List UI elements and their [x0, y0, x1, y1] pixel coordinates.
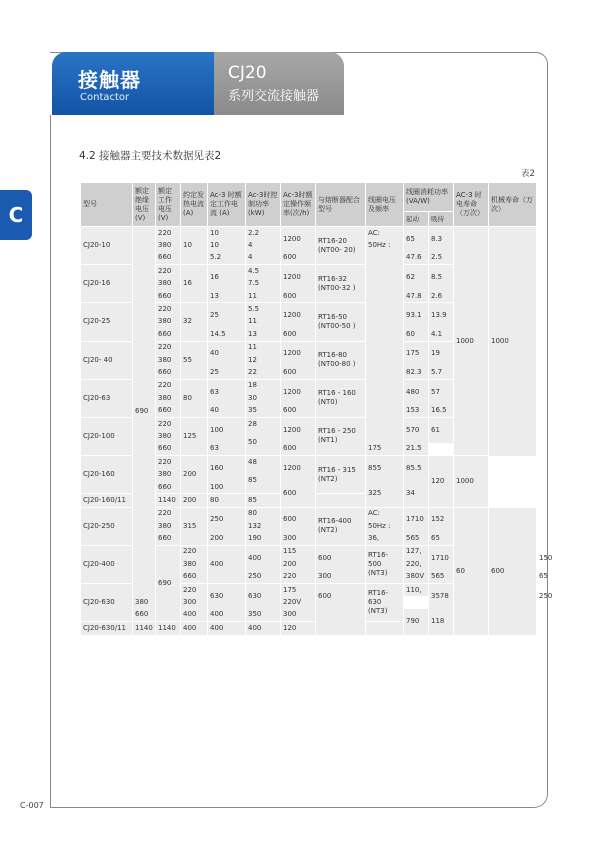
cell-power-hold: 57: [429, 379, 454, 404]
cell-coil: 220V: [281, 596, 316, 608]
cell-ue: 220: [156, 341, 181, 354]
cell-freq: 1200: [281, 456, 316, 481]
cell-kw: 400: [246, 622, 281, 635]
cell-kw: 18: [246, 379, 281, 392]
cell-kw: 200: [281, 558, 316, 570]
th-thermal-current: 约定发热电流 (A): [181, 183, 208, 227]
cell-ith: 400: [181, 622, 208, 635]
cell-freq: 600: [281, 290, 316, 303]
cell-kw: 85: [246, 468, 281, 493]
cell-ue: 220: [156, 379, 181, 392]
cell-freq: 1200: [281, 227, 316, 252]
cell-power-start: 480: [404, 379, 429, 404]
cell-ie: 40: [208, 341, 246, 366]
th-ac3-power: Ac-3时控制功率 (kW): [246, 183, 281, 227]
cell-ith: 80: [181, 379, 208, 417]
cell-fuse: RT16 - 160 (NT0): [316, 379, 366, 417]
table-row: CJ20-630 220 630 630 175 600 RT16-630 (NT3) 110, 3578 250: [81, 583, 537, 596]
cell-ith: 10: [181, 227, 208, 265]
cell-ue: 660: [181, 571, 208, 584]
cell-power-start: 153: [404, 404, 429, 417]
cell-ue: 660: [156, 481, 181, 494]
cell-ui: 1140: [133, 622, 156, 635]
cell-ue: 220: [156, 303, 181, 316]
cell-coil: AC:: [366, 227, 404, 240]
cell-ue: 380: [133, 596, 156, 608]
cell-kw: 48: [246, 456, 281, 469]
cell-fuse: RT16-80 (NT00-80 ): [316, 341, 366, 379]
cell-coil: 50Hz :: [366, 239, 404, 251]
cell-power-start: 62: [404, 265, 429, 290]
cell-model: CJ20-250: [81, 507, 133, 545]
cell-power-start: 82.3: [404, 366, 429, 379]
cell-coil: 127,: [404, 545, 429, 558]
cell-power-hold: 118: [429, 609, 454, 635]
cell-electrical-life: 1000: [454, 227, 489, 456]
cell-ie: 14.5: [208, 328, 246, 341]
cell-coil: 36,: [366, 532, 404, 545]
header-model: CJ20: [228, 63, 267, 83]
cell-electrical-life: 120: [429, 456, 454, 508]
cell-ue: 380: [156, 354, 181, 366]
cell-freq: 1200: [281, 417, 316, 442]
cell-ie: 400: [246, 545, 281, 570]
cell-ie: 400: [208, 609, 246, 622]
cell-ith: 400: [181, 609, 208, 622]
cell-freq: 1200: [281, 341, 316, 366]
cell-ue: 220: [181, 545, 208, 558]
cell-ue: 660: [133, 609, 156, 622]
cell-power-hold: 8.3: [429, 227, 454, 252]
cell-freq: 1200: [281, 303, 316, 328]
cell-kw: 28: [246, 417, 281, 430]
cell-ie: 100: [208, 417, 246, 442]
cell-freq: 600: [281, 252, 316, 265]
page-number: C-007: [20, 801, 44, 810]
cell-ue: 220: [156, 227, 181, 240]
cell-fuse: RT16-400 (NT2): [316, 507, 366, 545]
cell-fuse-empty: [316, 494, 366, 507]
cell-coil: 110,: [404, 583, 429, 596]
th-rated-insulation-voltage: 额定绝缘电压 (V): [133, 183, 156, 227]
cell-ue: 660: [156, 404, 181, 417]
cell-power-hold: 16.5: [429, 404, 454, 417]
cell-ith: 32: [181, 303, 208, 341]
cell-fuse: RT16-500 (NT3): [366, 545, 404, 583]
cell-power-hold: 61: [429, 417, 454, 442]
cell-kw: 4.5: [246, 265, 281, 278]
cell-power-hold: 4.1: [429, 328, 454, 341]
cell-power-start: 855: [366, 456, 404, 481]
th-fuse-type: 与熔断器配合型号: [316, 183, 366, 227]
cell-freq: 1200: [281, 379, 316, 404]
cell-ue: 380: [156, 392, 181, 404]
cell-kw: 175: [281, 583, 316, 596]
cell-power-start: 1710: [429, 545, 454, 570]
header-subtitle: 系列交流接触器: [228, 89, 320, 104]
table-row: [81, 227, 537, 240]
cell-freq: 600: [281, 366, 316, 379]
cell-kw: 12: [246, 354, 281, 366]
cell-ue: 220: [156, 507, 181, 520]
cell-kw: 80: [246, 507, 281, 520]
cell-model: CJ20-630: [81, 583, 133, 621]
cell-power-hold: 8.5: [429, 265, 454, 290]
cell-freq: 600: [281, 481, 316, 507]
cell-power-start: 175: [404, 341, 429, 366]
cell-ie: 250: [208, 507, 246, 532]
cell-ue: 660: [156, 443, 181, 456]
side-section-tab: C: [0, 190, 32, 240]
cell-ie: 13: [208, 290, 246, 303]
cell-kw: 50: [246, 430, 281, 455]
cell-freq: 600: [281, 507, 316, 532]
cell-freq: 300: [281, 609, 316, 622]
cell-coil-spacer: [366, 252, 404, 443]
section-title: 4.2 接触器主要技术数据见表2: [79, 150, 222, 162]
cell-freq: 300: [316, 571, 366, 584]
th-power-hold: 吸持: [429, 212, 454, 227]
cell-ie: 63: [208, 443, 246, 456]
cell-model: CJ20-16: [81, 265, 133, 303]
cell-ith: 400: [208, 545, 246, 583]
cell-fuse: RT16-50 (NT00-50 ): [316, 303, 366, 341]
cell-ue: 220: [156, 417, 181, 430]
cell-ue: 1140: [156, 622, 181, 635]
cell-power-start: 60: [404, 328, 429, 341]
cell-ue: 220: [156, 265, 181, 278]
th-electrical-life: AC-3 时电寿命（万次）: [454, 183, 489, 227]
cell-freq: 1200: [281, 265, 316, 290]
cell-ie: 25: [208, 366, 246, 379]
cell-ie: 25: [208, 303, 246, 328]
th-ac3-frequency: Ac-3时额定操作频率(次/h): [281, 183, 316, 227]
th-coil-voltage: 线圈电压及频率: [366, 183, 404, 227]
cell-kw: 2.2: [246, 227, 281, 240]
cell-power-start: 47.8: [404, 290, 429, 303]
cell-power-hold: 13.9: [429, 303, 454, 328]
th-power-start: 起动: [404, 212, 429, 227]
cell-ie: 63: [208, 379, 246, 404]
cell-power-start: 325: [366, 481, 404, 507]
cell-kw: 132: [246, 520, 281, 532]
cell-kw: 5.5: [246, 303, 281, 316]
table-label: 表2: [521, 169, 535, 179]
cell-ie: 160: [208, 456, 246, 481]
cell-mechanical-life: 1000: [489, 227, 537, 456]
cell-ue: 380: [156, 468, 181, 480]
cell-ie: 5.2: [208, 252, 246, 265]
cell-ue: 380: [156, 316, 181, 328]
header-model-block: [214, 52, 344, 115]
cell-coil: 50Hz :: [366, 520, 404, 532]
cell-ith: 315: [181, 507, 208, 545]
cell-kw: 30: [246, 392, 281, 404]
cell-power-hold: 85.5: [404, 456, 429, 481]
cell-fuse: RT16-20 (NT00- 20): [316, 227, 366, 265]
cell-fuse-empty: [366, 622, 404, 635]
cell-power-hold: 65: [429, 532, 454, 545]
table-row: 660 250 220 300 380V 565 65: [81, 571, 537, 584]
cell-ie: 630: [246, 583, 281, 608]
cell-power-hold: 2.5: [429, 252, 454, 265]
cell-ue: 380: [156, 430, 181, 442]
cell-ue: 380: [156, 520, 181, 532]
cell-ui: 690: [156, 545, 181, 621]
cell-freq: 600: [281, 404, 316, 417]
cell-ith: 200: [181, 494, 208, 507]
cell-model: CJ20-160/11: [81, 494, 133, 507]
cell-power-hold: 19: [429, 341, 454, 366]
cell-ue: 660: [156, 532, 181, 545]
cell-freq: 300: [281, 532, 316, 545]
cell-ith: 630: [208, 583, 246, 608]
cell-ie: 200: [208, 532, 246, 545]
cell-power-start: 565: [429, 571, 454, 584]
cell-fuse: RT16-630 (NT3): [366, 583, 404, 621]
cell-fuse: RT16-32 (NT00-32 ): [316, 265, 366, 303]
cell-kw: 115: [281, 545, 316, 558]
header-title-en: Contactor: [80, 92, 130, 103]
cell-model: CJ20-630/11: [81, 622, 133, 635]
cell-ue: 1140: [156, 494, 181, 507]
th-mechanical-life: 机械寿命（万次）: [489, 183, 537, 227]
table-row: CJ20-400 690 220 400 400 115 600 RT16-500 (NT3) 127, 1710 150: [81, 545, 537, 558]
spec-table: [80, 182, 553, 635]
cell-ue: 660: [156, 252, 181, 265]
cell-model: CJ20-100: [81, 417, 133, 455]
cell-kw: 4: [246, 252, 281, 265]
th-model: 型号: [81, 183, 133, 227]
cell-electrical-life: 60: [454, 507, 489, 634]
cell-model: CJ20- 40: [81, 341, 133, 379]
cell-mechanical-life: 1000: [454, 456, 489, 508]
cell-ue: 660: [156, 328, 181, 341]
cell-power-hold: 152: [429, 507, 454, 532]
cell-power-start: 790: [404, 609, 429, 635]
cell-freq: 600: [316, 545, 366, 570]
cell-freq: 600: [281, 328, 316, 341]
cell-ue: 220: [156, 456, 181, 469]
cell-power-start: 93.1: [404, 303, 429, 328]
cell-power-start: 3578: [429, 583, 454, 608]
cell-ue: 380: [156, 278, 181, 290]
cell-ie: 40: [208, 404, 246, 417]
cell-kw: 11: [246, 316, 281, 328]
cell-ith: 200: [181, 456, 208, 494]
cell-model: CJ20-25: [81, 303, 133, 341]
header-category-block: [52, 52, 214, 115]
cell-ith: 125: [181, 417, 208, 455]
page-frame-left-edge: [50, 115, 51, 808]
cell-freq: 120: [281, 622, 316, 635]
cell-power-start: 65: [404, 227, 429, 252]
header-title-cn: 接触器: [78, 68, 141, 92]
cell-kw: 7.5: [246, 278, 281, 290]
cell-kw: 4: [246, 239, 281, 251]
cell-ie: 100: [208, 481, 246, 494]
cell-ue: 660: [156, 366, 181, 379]
cell-coil-spacer: [316, 609, 366, 635]
cell-power-start: 570: [404, 417, 429, 442]
cell-model: CJ20-10: [81, 227, 133, 265]
cell-kw: 220: [281, 571, 316, 584]
cell-ie: 16: [208, 265, 246, 290]
cell-kw: 190: [246, 532, 281, 545]
cell-power-start: 47.6: [404, 252, 429, 265]
cell-kw: 11: [246, 341, 281, 354]
cell-kw: 300: [181, 596, 208, 608]
th-rated-operating-voltage: 额定工作电压 (V): [156, 183, 181, 227]
cell-ue: 380: [156, 239, 181, 251]
cell-kw: 350: [246, 609, 281, 622]
cell-ie: 10: [208, 227, 246, 240]
cell-power-start: 1710: [404, 507, 429, 532]
th-coil-power: 线圈消耗功率 (VA/W): [404, 183, 454, 212]
cell-freq: 600: [316, 583, 366, 608]
th-ac3-current: Ac-3 时额定工作电流 (A): [208, 183, 246, 227]
cell-kw: 11: [246, 290, 281, 303]
cell-power-start: 565: [404, 532, 429, 545]
cell-kw: 35: [246, 404, 281, 417]
cell-coil: 220,: [404, 558, 429, 570]
cell-power-hold: 5.7: [429, 366, 454, 379]
cell-power-hold: 21.5: [404, 443, 429, 456]
cell-fuse: RT16 - 250 (NT1): [316, 417, 366, 455]
cell-model: CJ20-400: [81, 545, 133, 583]
cell-ith: 16: [181, 265, 208, 303]
cell-ue: 220: [181, 583, 208, 596]
cell-ie: 400: [208, 622, 246, 635]
cell-freq: 600: [281, 443, 316, 456]
cell-coil: 380V: [404, 571, 429, 584]
cell-coil: AC:: [366, 507, 404, 520]
cell-ie: 80: [208, 494, 246, 507]
cell-kw: 22: [246, 366, 281, 379]
cell-model: CJ20-160: [81, 456, 133, 494]
cell-ith: 55: [181, 341, 208, 379]
cell-ui: 690: [133, 227, 156, 597]
cell-ie: 10: [208, 239, 246, 251]
cell-fuse: RT16 - 315 (NT2): [316, 456, 366, 494]
cell-kw: 85: [246, 494, 281, 507]
cell-model: CJ20-63: [81, 379, 133, 417]
cell-mechanical-life: 600: [489, 507, 537, 634]
cell-power-start: 175: [366, 443, 404, 456]
cell-ue: 660: [156, 290, 181, 303]
cell-power-hold: 34: [404, 481, 429, 507]
cell-kw: 13: [246, 328, 281, 341]
cell-ie: 250: [246, 571, 281, 584]
cell-ue: 380: [181, 558, 208, 570]
cell-power-hold: 2.6: [429, 290, 454, 303]
